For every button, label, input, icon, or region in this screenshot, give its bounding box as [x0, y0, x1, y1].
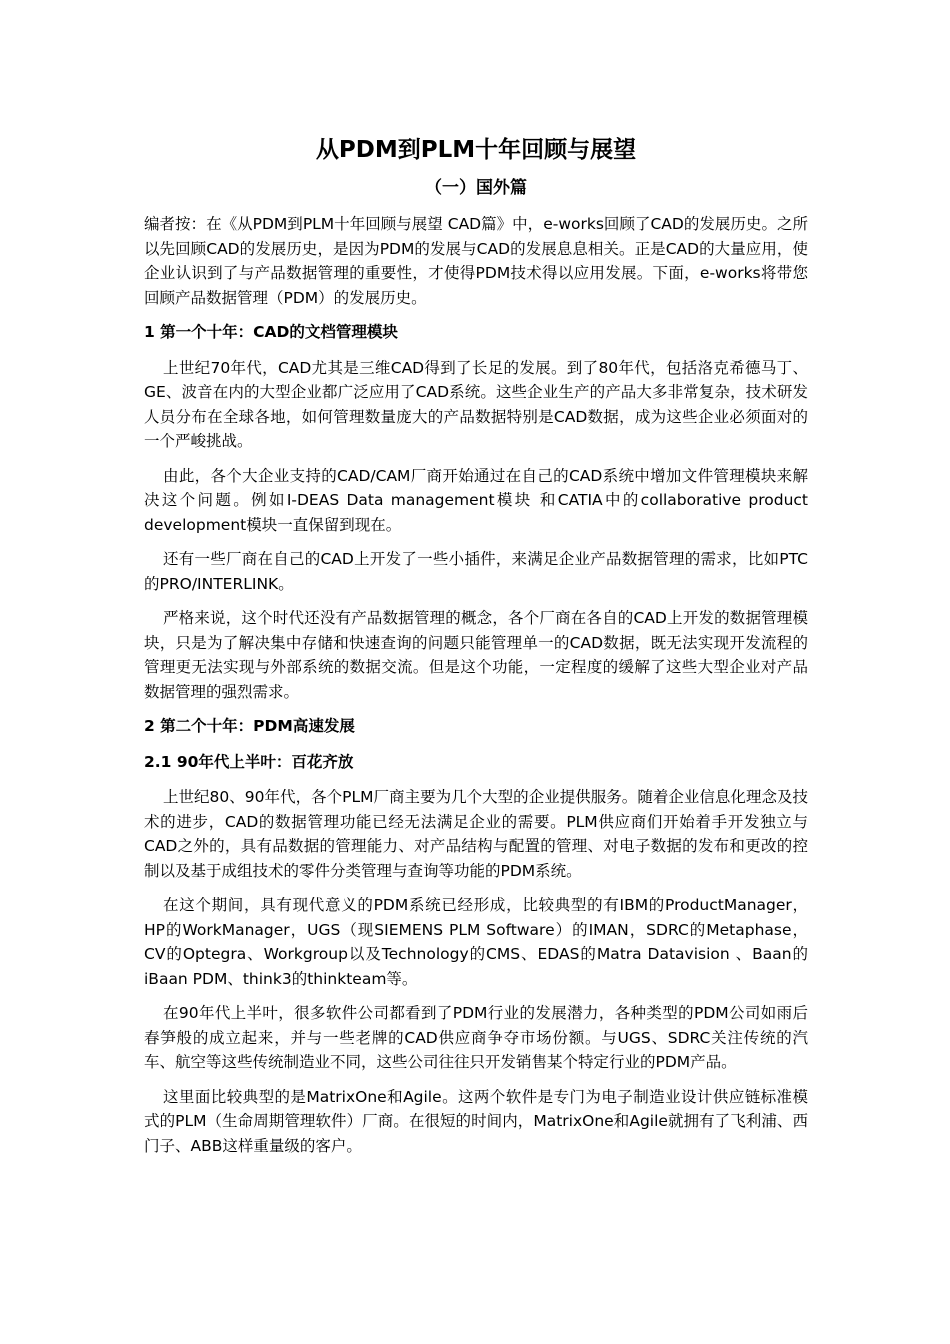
section-1-paragraph-1: 上世纪70年代，CAD尤其是三维CAD得到了长足的发展。到了80年代，包括洛克希德马丁、GE、波音在内的大型企业都广泛应用了CAD系统。这些企业生产的产品大多非常复杂，技术研发人员分布在全球各地，如何管理数量庞大的产品数据特别是CAD数据，成为这些企业必须面对的一个严峻挑战。 — [144, 358, 808, 450]
section-1-paragraph-3: 还有一些厂商在自己的CAD上开发了一些小插件，来满足企业产品数据管理的需求，比如PTC的PRO/INTERLINK。 — [144, 550, 808, 593]
section-2-heading: 2 第二个十年：PDM高速发展 — [144, 717, 355, 735]
section-2-paragraph-1: 上世纪80、90年代，各个PLM厂商主要为几个大型的企业提供服务。随着企业信息化理念及技术的进步，CAD的数据管理功能已经无法满足企业的需要。PLM供应商们开始着手开发独立与CAD之外的，具有品数据的管理能力、对产品结构与配置的管理、对电子数据的发布和更改的控制以及基于成组技术的零件分类管理与查询等功能的PDM系统。 — [144, 788, 808, 880]
section-1-paragraph-2: 由此，各个大企业支持的CAD/CAM厂商开始通过在自己的CAD系统中增加文件管理模块来解决这个问题。例如I-DEAS Data management模块 和CATIA中的collaborative product development模块一直保留到现在。 — [144, 466, 808, 534]
document-subtitle: （一）国外篇 — [425, 178, 527, 198]
section-2-paragraph-2: 在这个期间，具有现代意义的PDM系统已经形成，比较典型的有IBM的ProductManager，HP的WorkManager，UGS（现SIEMENS PLM Software）的IMAN，SDRC的Metaphase，CV的Optegra、Workgroup以及Technology的CMS、EDAS的Matra Datavision 、Baan的iBaan PDM、think3的thinkteam等。 — [144, 896, 808, 988]
section-2-paragraph-3: 在90年代上半叶，很多软件公司都看到了PDM行业的发展潜力，各种类型的PDM公司如雨后春笋般的成立起来，并与一些老牌的CAD供应商争夺市场份额。与UGS、SDRC关注传统的汽车、航空等这些传统制造业不同，这些公司往往只开发销售某个特定行业的PDM产品。 — [144, 1004, 808, 1071]
section-2-paragraph-4: 这里面比较典型的是MatrixOne和Agile。这两个软件是专门为电子制造业设计供应链标准模式的PLM（生命周期管理软件）厂商。在很短的时间内，MatrixOne和Agile就拥有了飞利浦、西门子、ABB这样重量级的客户。 — [144, 1087, 808, 1155]
section-2-1-heading: 2.1 90年代上半叶：百花齐放 — [144, 752, 354, 771]
editor-note: 编者按：在《从PDM到PLM十年回顾与展望 CAD篇》中，e-works回顾了CAD的发展历史。之所以先回顾CAD的发展历史，是因为PDM的发展与CAD的发展息息相关。正是CAD的大量应用，使企业认识到了与产品数据管理的重要性，才使得PDM技术得以应用发展。下面，e-works将带您回顾产品数据管理（PDM）的发展历史。 — [144, 215, 808, 307]
document-title: 从PDM到PLM十年回顾与展望 — [315, 137, 637, 163]
document-page — [144, 132, 808, 1168]
section-1-heading: 1 第一个十年：CAD的文档管理模块 — [144, 323, 398, 341]
section-1-paragraph-4: 严格来说，这个时代还没有产品数据管理的概念，各个厂商在各自的CAD上开发的数据管理模块，只是为了解决集中存储和快速查询的问题只能管理单一的CAD数据，既无法实现开发流程的管理更无法实现与外部系统的数据交流。但是这个功能，一定程度的缓解了这些大型企业对产品数据管理的强烈需求。 — [144, 609, 808, 701]
